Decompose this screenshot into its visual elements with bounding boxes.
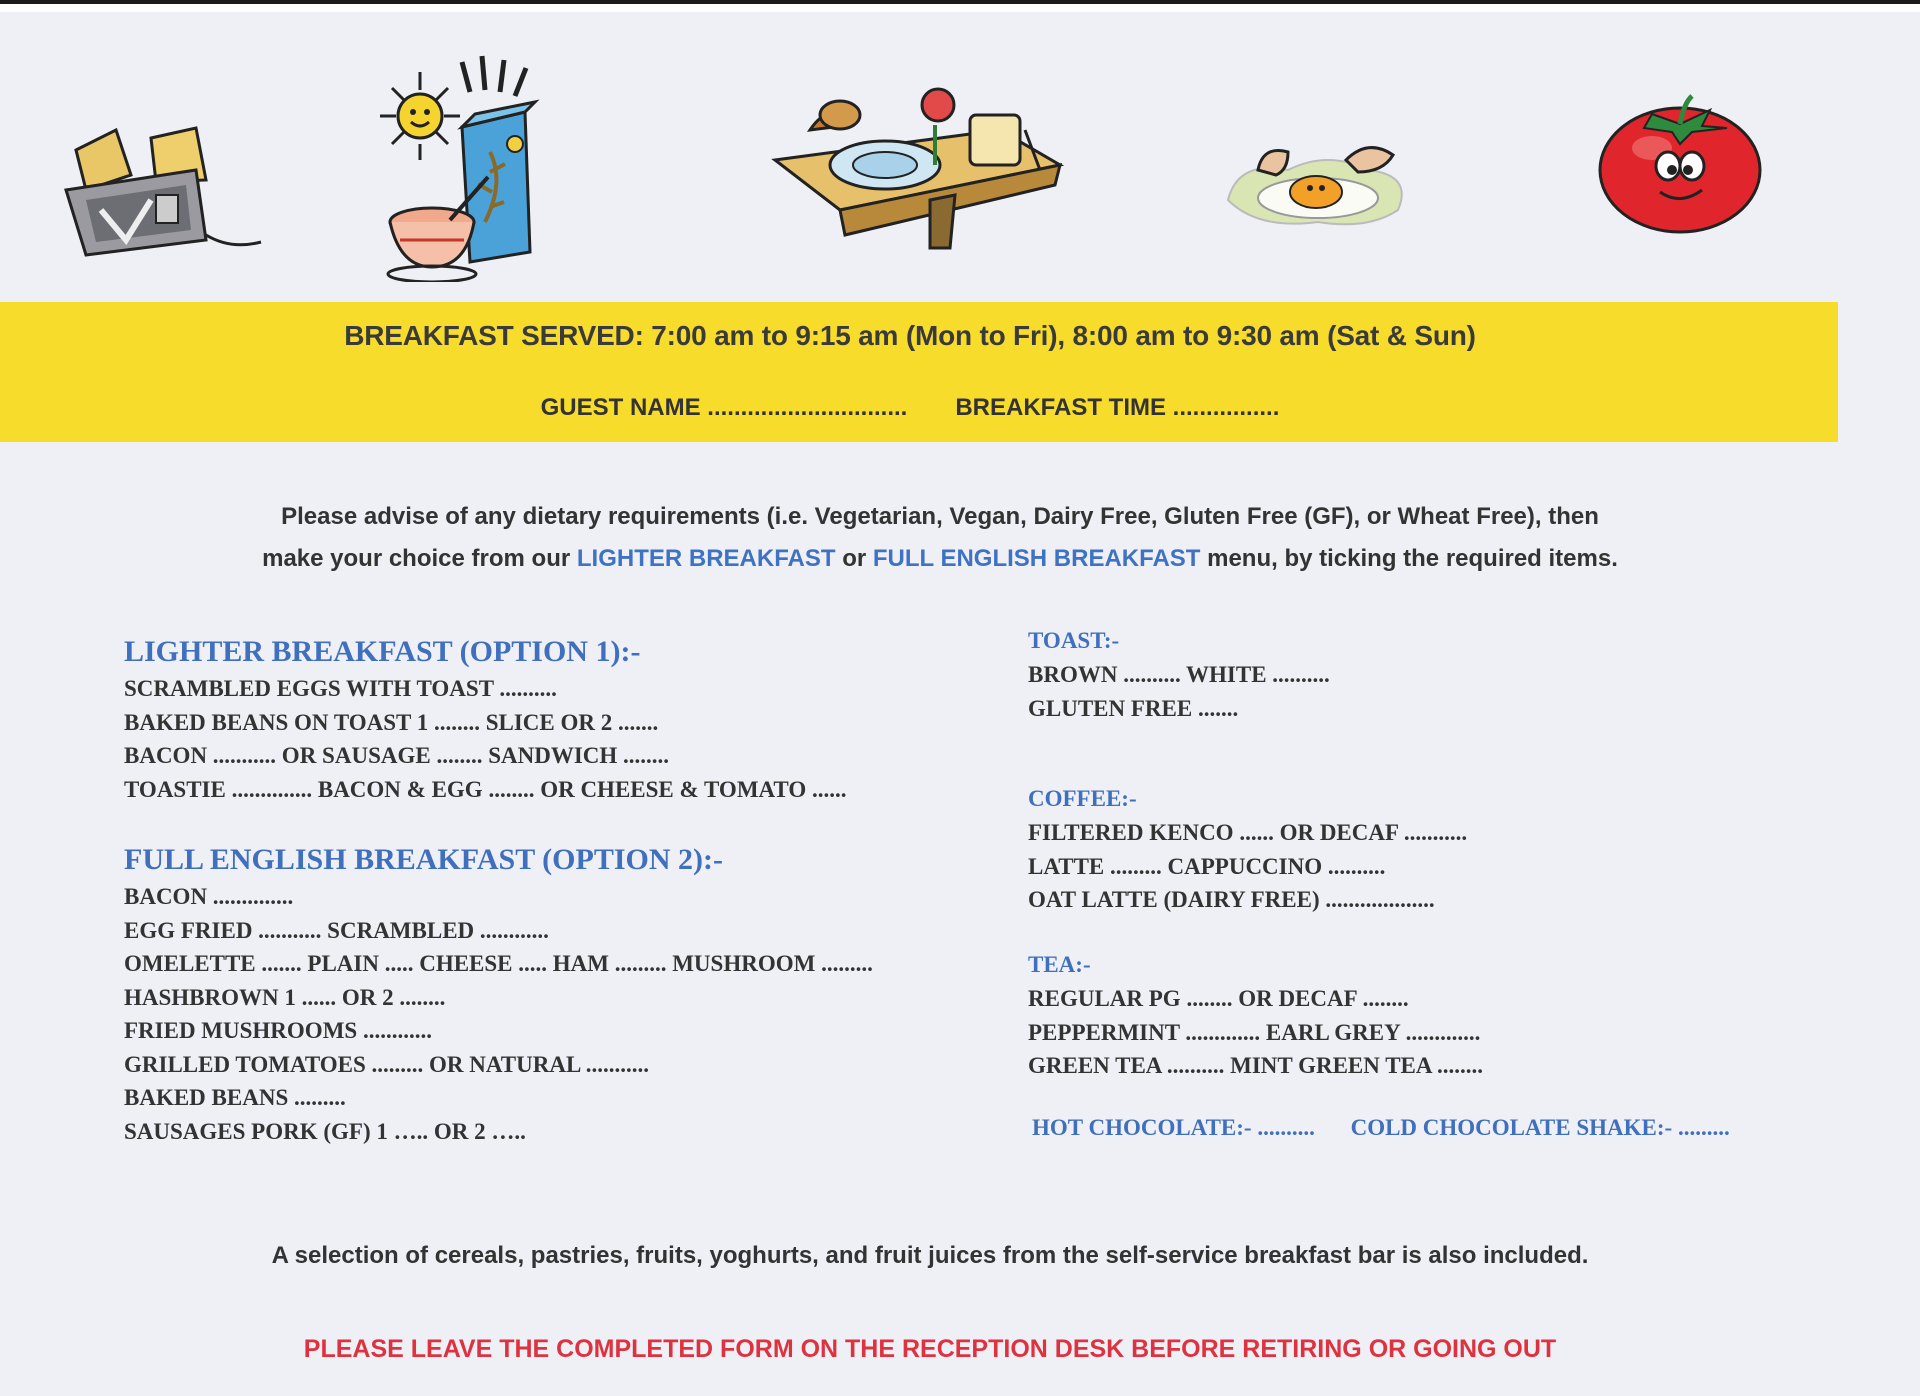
menu-item[interactable]: OMELETTE ....... PLAIN ..... CHEESE ..... HAM ......... MUSHROOM .........	[124, 951, 873, 976]
full-english-ref: FULL ENGLISH BREAKFAST	[872, 545, 1201, 572]
instructions	[130, 496, 1750, 580]
menu-item[interactable]: FRIED MUSHROOMS ............	[124, 1018, 432, 1043]
full-english-section	[124, 840, 873, 1148]
tea-section	[1028, 948, 1483, 1083]
menu-item[interactable]: BACON ..............	[124, 884, 294, 909]
toast-section	[1028, 624, 1330, 725]
hours-banner	[0, 302, 1838, 442]
full-english-title: FULL ENGLISH BREAKFAST (OPTION 2):-	[124, 843, 723, 876]
leave-form-notice: PLEASE LEAVE THE COMPLETED FORM ON THE RECEPTION DESK BEFORE RETIRING OR GOING OUT	[303, 1335, 1557, 1363]
instructions-text-a: make your choice from our	[262, 545, 577, 572]
toaster-icon	[56, 120, 266, 260]
menu-item[interactable]: SAUSAGES PORK (GF) 1 ….. OR 2 …..	[124, 1118, 526, 1144]
menu-item[interactable]: OAT LATTE (DAIRY FREE) ...................	[1028, 887, 1435, 912]
menu-item[interactable]: LATTE ......... CAPPUCCINO ..........	[1028, 853, 1386, 879]
guest-name-field[interactable]: GUEST NAME ..............................	[540, 394, 908, 421]
menu-form	[0, 12, 1920, 1396]
instructions-line-1: Please advise of any dietary requirements (i.e. Vegetarian, Vegan, Dairy Free, Gluten Free (GF), or Wheat Free), then	[281, 503, 1599, 530]
hot-chocolate-item[interactable]: HOT CHOCOLATE:- ..........	[1032, 1115, 1315, 1140]
menu-item[interactable]: SCRAMBLED EGGS WITH TOAST ..........	[124, 676, 557, 701]
lighter-breakfast-title: LIGHTER BREAKFAST (OPTION 1):-	[124, 635, 641, 668]
menu-item[interactable]: PEPPERMINT ............. EARL GREY .............	[1028, 1019, 1481, 1045]
menu-item[interactable]: BAKED BEANS ON TOAST 1 ........ SLICE OR 2 .......	[124, 709, 659, 735]
breakfast-bar-note: A selection of cereals, pastries, fruits, yoghurts, and fruit juices from the self-service breakfast bar is also included.	[271, 1242, 1589, 1269]
chocolate-row	[1032, 1115, 1730, 1141]
guest-details-row	[0, 394, 1820, 422]
instructions-line-2	[130, 538, 1750, 580]
menu-item[interactable]: GREEN TEA .......... MINT GREEN TEA ........	[1028, 1053, 1483, 1078]
instructions-text-e: menu, by ticking the required items.	[1200, 545, 1618, 572]
menu-item[interactable]: FILTERED KENCO ...... OR DECAF ...........	[1028, 820, 1468, 845]
breakfast-hours: BREAKFAST SERVED: 7:00 am to 9:15 am (Mon to Fri), 8:00 am to 9:30 am (Sat & Sun)	[344, 320, 1476, 351]
tea-title: TEA:-	[1028, 952, 1091, 977]
menu-item[interactable]: REGULAR PG ........ OR DECAF ........	[1028, 986, 1409, 1011]
menu-item[interactable]: EGG FRIED ........... SCRAMBLED ............	[124, 917, 549, 943]
coffee-section	[1028, 782, 1467, 917]
menu-item[interactable]: HASHBROWN 1 ...... OR 2 ........	[124, 984, 446, 1010]
fried-egg-icon	[1218, 130, 1418, 235]
cereal-sun-icon	[380, 52, 570, 282]
menu-item[interactable]: BROWN .......... WHITE ..........	[1028, 662, 1330, 687]
toast-title: TOAST:-	[1028, 628, 1120, 653]
menu-item[interactable]: GRILLED TOMATOES ......... OR NATURAL ...........	[124, 1051, 650, 1077]
instructions-text-c: or	[835, 545, 873, 572]
menu-item[interactable]: BAKED BEANS .........	[124, 1085, 346, 1110]
breakfast-table-icon	[770, 70, 1070, 250]
cold-chocolate-item[interactable]: COLD CHOCOLATE SHAKE:- .........	[1350, 1115, 1730, 1140]
lighter-breakfast-section	[124, 632, 847, 806]
breakfast-time-field[interactable]: BREAKFAST TIME ................	[955, 394, 1280, 421]
menu-item[interactable]: BACON ........... OR SAUSAGE ........ SANDWICH ........	[124, 743, 670, 768]
lighter-breakfast-ref: LIGHTER BREAKFAST	[576, 545, 836, 572]
coffee-title: COFFEE:-	[1028, 786, 1137, 811]
tomato-icon	[1592, 88, 1767, 238]
menu-item[interactable]: GLUTEN FREE .......	[1028, 695, 1239, 721]
scan-edge	[0, 0, 1920, 4]
menu-item[interactable]: TOASTIE .............. BACON & EGG ........ OR CHEESE & TOMATO ......	[124, 776, 847, 802]
